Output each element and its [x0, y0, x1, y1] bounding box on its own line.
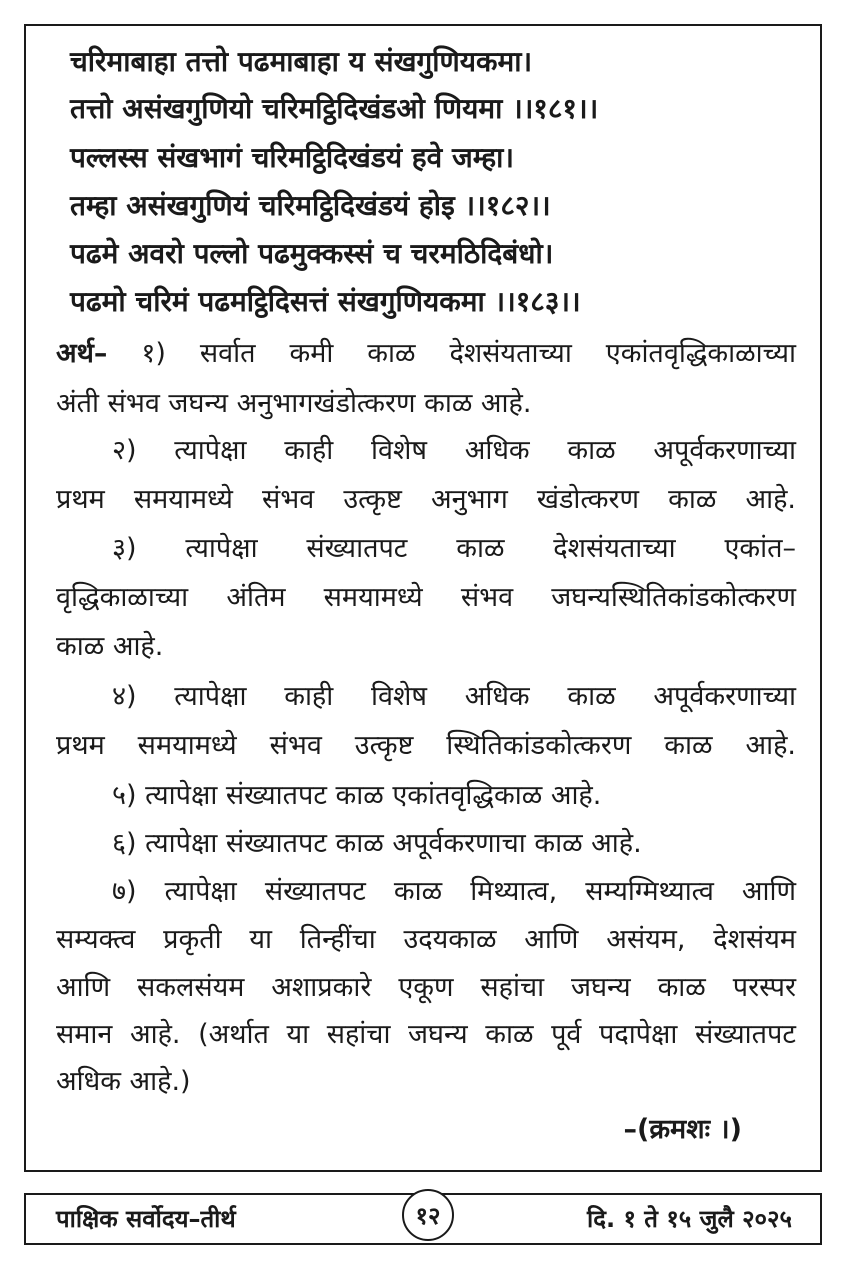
- prose-line: अंती संभव जघन्य अनुभागखंडोत्करण काळ आहे.: [56, 388, 532, 419]
- issue-date: दि. १ ते १५ जुलै २०२५: [587, 1205, 792, 1233]
- prose-line: काळ आहे.: [56, 631, 164, 662]
- verse-line: पढमो चरिमं पढमट्ठिदिसत्तं संखगुणियकमा ।।१८३।।: [70, 285, 581, 318]
- verse-line: चरिमाबाहा तत्तो पढमाबाहा य संखगुणियकमा।: [70, 45, 533, 78]
- prose-line: ७) त्यापेक्षा संख्यातपट काळ मिथ्यात्व, सम्यग्मिथ्यात्व आणि: [112, 876, 796, 907]
- prose-line: प्रथम समयामध्ये संभव उत्कृष्ट स्थितिकांडकोत्करण काळ आहे.: [56, 730, 796, 761]
- prose-line: वृद्धिकाळाच्या अंतिम समयामध्ये संभव जघन्यस्थितिकांडकोत्करण: [56, 582, 796, 613]
- verse-line: पल्लस्स संखभागं चरिमट्ठिदिखंडयं हवे जम्हा।: [70, 141, 514, 174]
- page-number: १२: [402, 1189, 454, 1241]
- page-footer: [24, 1193, 822, 1245]
- verse-line: पढमे अवरो पल्लो पढमुक्कस्सं च चरमठिदिबंधो।: [70, 237, 554, 270]
- prose-line: ५) त्यापेक्षा संख्यातपट काळ एकांतवृद्धिकाळ आहे.: [112, 780, 602, 811]
- prose-line: अधिक आहे.): [56, 1066, 191, 1097]
- artha-paragraph-line: [56, 340, 796, 367]
- prose-line: प्रथम समयामध्ये संभव उत्कृष्ट अनुभाग खंडोत्करण काळ आहे.: [56, 484, 796, 515]
- prose-line: आणि सकलसंयम अशाप्रकारे एकूण सहांचा जघन्य काळ परस्पर: [56, 972, 796, 1003]
- prose-line: ३) त्यापेक्षा संख्यातपट काळ देशसंयताच्या एकांत–: [112, 533, 796, 564]
- publication-name: पाक्षिक सर्वोदय–तीर्थ: [56, 1205, 236, 1233]
- prose-line: सम्यक्त्व प्रकृती या तिन्हींचा उदयकाळ आणि असंयम, देशसंयम: [56, 924, 796, 955]
- continued-note: –(क्रमशः ।): [623, 1114, 742, 1145]
- prose-line: समान आहे. (अर्थात या सहांचा जघन्य काळ पूर्व पदापेक्षा संख्यातपट: [56, 1019, 796, 1050]
- verse-line: तत्तो असंखगुणियो चरिमट्ठिदिखंडओ णियमा ।।१८१।।: [70, 92, 599, 125]
- prose-line: ४) त्यापेक्षा काही विशेष अधिक काळ अपूर्वकरणाच्या: [112, 681, 796, 712]
- verse-line: तम्हा असंखगुणियं चरिमट्ठिदिखंडयं होइ ।।१८२।।: [70, 189, 551, 222]
- prose-line: २) त्यापेक्षा काही विशेष अधिक काळ अपूर्वकरणाच्या: [112, 435, 796, 466]
- artha-label: अर्थ–: [56, 338, 108, 369]
- prose-line: ६) त्यापेक्षा संख्यातपट काळ अपूर्वकरणाचा काळ आहे.: [112, 828, 642, 859]
- prose-text: १) सर्वात कमी काळ देशसंयताच्या एकांतवृद्धिकाळाच्या: [141, 338, 796, 369]
